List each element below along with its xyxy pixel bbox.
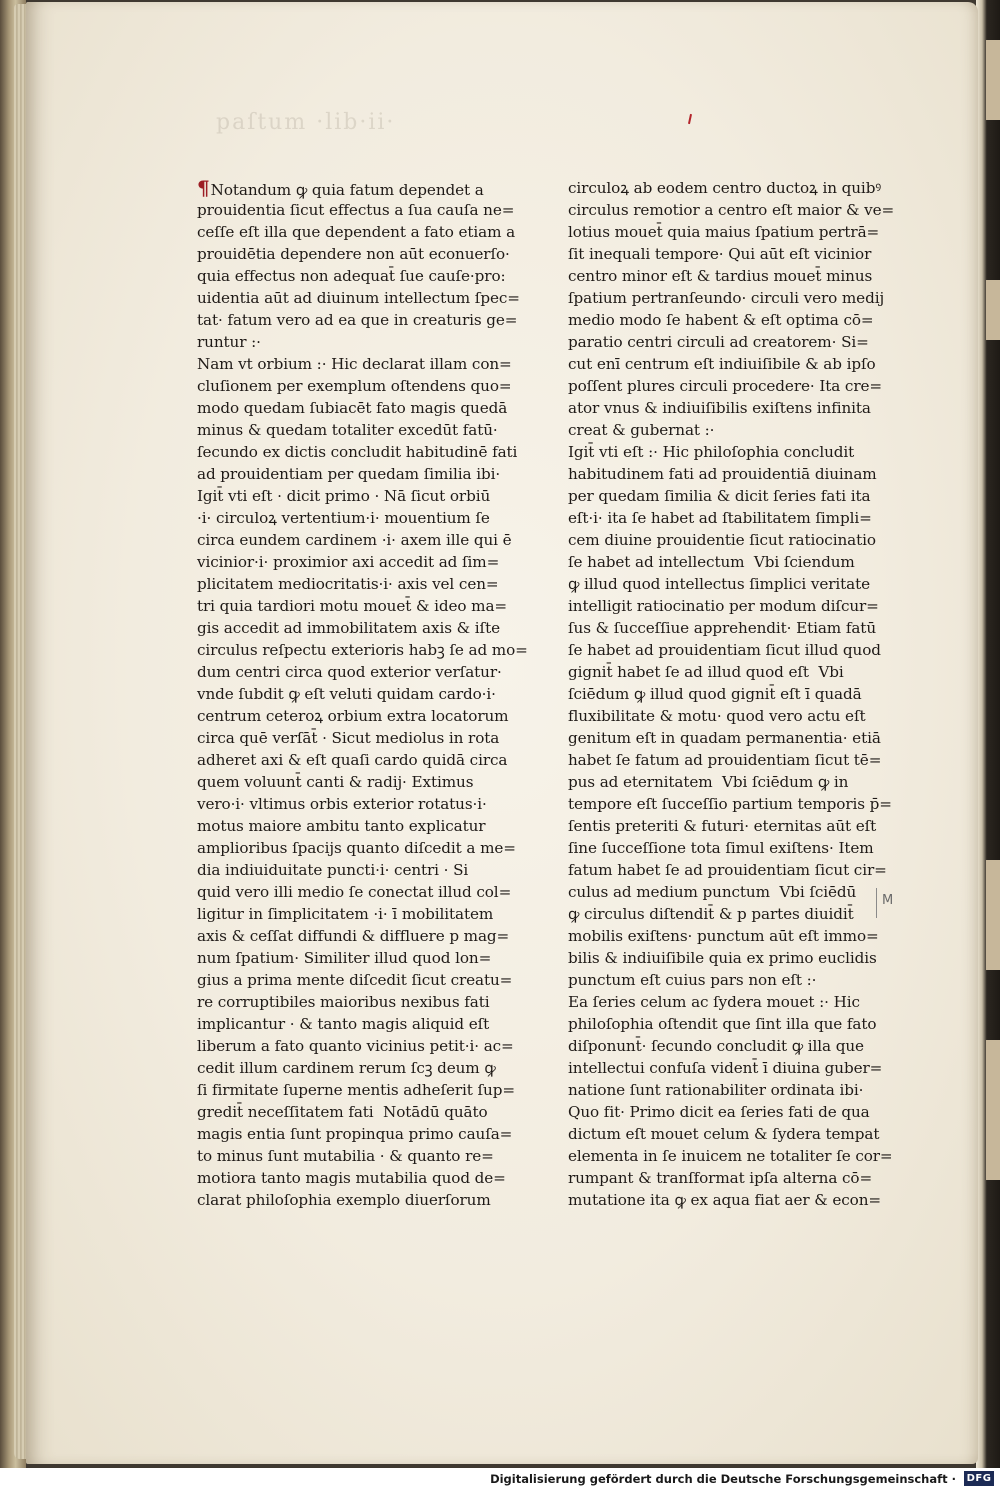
- text-line: [197, 441, 527, 463]
- line-text: magis entia ſunt propinqua primo cauſa=: [197, 1125, 513, 1143]
- line-text: cut enī centrum eſt indiuiſibile & ab ipſo: [568, 355, 876, 373]
- text-line: [197, 771, 527, 793]
- text-line: [568, 837, 890, 859]
- text-line: [568, 705, 890, 727]
- line-text: philoſophia oſtendit que ſint illa que fato: [568, 1015, 877, 1033]
- line-text: runtur :·: [197, 333, 261, 351]
- text-line: [197, 1035, 527, 1057]
- line-text: Notandum ꝙ quia fatum dependet a: [210, 181, 484, 199]
- text-line: [197, 815, 527, 837]
- line-text: centrum ceteroꝝ orbium extra locatorum: [197, 707, 509, 725]
- line-text: dia indiuiduitate puncti·i· centri · Si: [197, 861, 469, 879]
- line-text: prouidentia ſicut effectus a ſua cauſa ne=: [197, 201, 515, 219]
- text-line: [568, 221, 890, 243]
- text-line: [197, 595, 527, 617]
- line-text: tat· fatum vero ad ea que in creaturis ge=: [197, 311, 518, 329]
- text-line: [568, 243, 890, 265]
- line-text: minus & quedam totaliter excedūt fatū·: [197, 421, 498, 439]
- text-line: [197, 727, 527, 749]
- text-line: [568, 1057, 890, 1079]
- text-line: [568, 1167, 890, 1189]
- text-line: [568, 265, 890, 287]
- text-line: [197, 903, 527, 925]
- text-line: [568, 573, 890, 595]
- line-text: fluxibilitate & motu· quod vero actu eſt: [568, 707, 866, 725]
- line-text: motus maiore ambitu tanto explicatur: [197, 817, 486, 835]
- line-text: ſecundo ex dictis concludit habitudinē fati: [197, 443, 518, 461]
- line-text: ceſſe eſt illa que dependent a fato etiam a: [197, 223, 516, 241]
- line-text: ſus & ſucceſſiue apprehendit· Etiam fatū: [568, 619, 876, 637]
- line-text: vicinior·i· proximior axi accedit ad ſim=: [197, 553, 500, 571]
- line-text: ſit inequali tempore· Qui aūt eſt vicinior: [568, 245, 872, 263]
- line-text: ꝙ circulus diſtendit̄ & p partes diuidit̄: [568, 905, 854, 923]
- text-line: [197, 991, 527, 1013]
- line-text: ſentis preteriti & futuri· eternitas aūt eſt: [568, 817, 877, 835]
- line-text: circulus remotior a centro eſt maior & ve=: [568, 201, 895, 219]
- text-line: [197, 1167, 527, 1189]
- line-text: bilis & indiuiſibile quia ex primo euclidis: [568, 949, 877, 967]
- line-text: clarat philoſophia exemplo diuerſorum: [197, 1191, 491, 1209]
- line-text: to minus ſunt mutabilia · & quanto re=: [197, 1147, 494, 1165]
- line-text: mobilis exiſtens· punctum aūt eſt immo=: [568, 927, 879, 945]
- text-line: [568, 507, 890, 529]
- line-text: ·i· circuloꝝ vertentium·i· mouentium ſe: [197, 509, 490, 527]
- line-text: vero·i· vltimus orbis exterior rotatus·i·: [197, 795, 487, 813]
- line-text: medio modo ſe habent & eſt optima cō=: [568, 311, 874, 329]
- line-text: ſi firmitate ſuperne mentis adheſerit ſup=: [197, 1081, 515, 1099]
- text-line: [568, 815, 890, 837]
- line-text: axis & ceſſat diffundi & diffluere p mag=: [197, 927, 510, 945]
- text-line: [197, 1013, 527, 1035]
- line-text: Igit̄ vti eſt · dicit primo · Nā ſicut orbiū: [197, 487, 491, 505]
- text-line: [197, 375, 527, 397]
- line-text: habitudinem fati ad prouidentiā diuinam: [568, 465, 877, 483]
- text-line: [197, 661, 527, 683]
- line-text: pus ad eternitatem Vbi ſciēdum ꝙ in: [568, 773, 849, 791]
- line-text: ꝙ illud quod intellectus ſimplici veritate: [568, 575, 871, 593]
- text-line: [197, 419, 527, 441]
- line-text: tempore eſt ſucceſſio partium temporis p̄=: [568, 795, 892, 813]
- line-text: vnde ſubdit ꝙ eſt veluti quidam cardo·i·: [197, 685, 496, 703]
- text-line: [197, 1189, 527, 1211]
- text-line: [568, 375, 890, 397]
- text-line: [197, 551, 527, 573]
- line-text: Ea ſeries celum ac ſydera mouet :· Hic: [568, 993, 860, 1011]
- line-text: diſponunt̄· ſecundo concludit ꝙ illa que: [568, 1037, 864, 1055]
- line-text: lotius mouet̄ quia maius ſpatium pertrā=: [568, 223, 880, 241]
- text-line: [197, 969, 527, 991]
- text-line: [568, 903, 890, 925]
- line-text: amplioribus ſpacijs quanto diſcedit a me=: [197, 839, 516, 857]
- text-line: [568, 177, 890, 199]
- line-text: tri quia tardiori motu mouet̄ & ideo ma=: [197, 597, 508, 615]
- line-text: num ſpatium· Similiter illud quod lon=: [197, 949, 492, 967]
- text-line: [197, 947, 527, 969]
- text-line: [197, 925, 527, 947]
- text-line: [568, 969, 890, 991]
- text-line: [197, 793, 527, 815]
- text-line: [197, 683, 527, 705]
- line-text: ſe habet ad prouidentiam ſicut illud quod: [568, 641, 881, 659]
- text-line: [197, 1057, 527, 1079]
- red-ink-mark: [688, 114, 692, 124]
- text-line: [568, 1035, 890, 1057]
- line-text: ator vnus & indiuiſibilis exiſtens infinita: [568, 399, 871, 417]
- line-text: centro minor eſt & tardius mouet̄ minus: [568, 267, 873, 285]
- text-line: [197, 859, 527, 881]
- line-text: circa eundem cardinem ·i· axem ille qui ē: [197, 531, 512, 549]
- text-line: [197, 397, 527, 419]
- text-line: [568, 595, 890, 617]
- text-line: [197, 221, 527, 243]
- line-text: Igit̄ vti eſt :· Hic philoſophia concludit: [568, 443, 855, 461]
- line-text: ad prouidentiam per quedam ſimilia ibi·: [197, 465, 501, 483]
- text-line: [197, 243, 527, 265]
- line-text: punctum eſt cuius pars non eſt :·: [568, 971, 817, 989]
- line-text: intelligit ratiocinatio per modum diſcur=: [568, 597, 879, 615]
- line-text: modo quedam ſubiacēt fato magis quedā: [197, 399, 508, 417]
- text-line: [197, 309, 527, 331]
- line-text: cem diuine prouidentie ſicut ratiocinatio: [568, 531, 876, 549]
- line-text: eſt·i· ita ſe habet ad ſtabilitatem ſimpli=: [568, 509, 872, 527]
- text-line: [197, 199, 527, 221]
- text-line: [568, 683, 890, 705]
- text-line: [568, 287, 890, 309]
- line-text: prouidētia dependere non aūt econuerſo·: [197, 245, 510, 263]
- line-text: plicitatem mediocritatis·i· axis vel cen=: [197, 575, 499, 593]
- right-text-column: [568, 177, 895, 1211]
- line-text: Nam vt orbium :· Hic declarat illam con=: [197, 355, 512, 373]
- text-line: [568, 749, 890, 771]
- text-line: [568, 353, 890, 375]
- line-text: dum centri circa quod exterior verſatur·: [197, 663, 502, 681]
- line-text: gis accedit ad immobilitatem axis & iſte: [197, 619, 500, 637]
- right-book-edge: [976, 0, 1000, 1468]
- line-text: adheret axi & eſt quaſi cardo quidā circa: [197, 751, 508, 769]
- text-line: [568, 529, 890, 551]
- line-text: habet ſe fatum ad prouidentiam ſicut tē=: [568, 751, 882, 769]
- text-line: [568, 397, 890, 419]
- text-line: [568, 639, 890, 661]
- line-text: rumpant & tranſformat ipſa alterna cō=: [568, 1169, 873, 1187]
- text-line: [568, 1079, 890, 1101]
- text-line: [197, 1123, 527, 1145]
- text-line: [568, 463, 890, 485]
- line-text: gignit̄ habet ſe ad illud quod eſt Vbi: [568, 663, 844, 681]
- line-text: dictum eſt mouet celum & ſydera tempat: [568, 1125, 880, 1143]
- line-text: circulus reſpectu exterioris habꝫ ſe ad mo=: [197, 641, 528, 659]
- text-line: [568, 199, 895, 221]
- text-line: [568, 1101, 890, 1123]
- text-line: [197, 287, 527, 309]
- text-line: [197, 749, 527, 771]
- text-line: [568, 1189, 890, 1211]
- line-text: circa quē verſāt̄ · Sicut mediolus in rota: [197, 729, 500, 747]
- margin-note: M: [882, 893, 894, 908]
- text-line: [568, 727, 890, 749]
- text-line: [568, 441, 890, 463]
- text-line: [197, 837, 527, 859]
- line-text: fatum habet ſe ad prouidentiam ſicut cir=: [568, 861, 887, 879]
- text-line: [568, 947, 890, 969]
- line-text: paratio centri circuli ad creatorem· Si=: [568, 333, 869, 351]
- text-line: [197, 617, 527, 639]
- line-text: ligitur in ſimplicitatem ·i· ī mobilitatem: [197, 905, 494, 923]
- line-text: re corruptibiles maioribus nexibus fati: [197, 993, 490, 1011]
- text-line: [568, 331, 890, 353]
- text-line: [568, 419, 890, 441]
- line-text: quia effectus non adequat̄ ſue cauſe·pro:: [197, 267, 506, 285]
- dfg-logo[interactable]: DFG: [964, 1471, 994, 1486]
- line-text: creat & gubernat :·: [568, 421, 715, 439]
- text-line: [197, 705, 527, 727]
- text-line: [568, 309, 890, 331]
- line-text: ſine ſucceſſione tota ſimul exiſtens· Item: [568, 839, 874, 857]
- text-line: [197, 1145, 527, 1167]
- line-text: ſe habet ad intellectum Vbi ſciendum: [568, 553, 855, 571]
- text-line: [568, 771, 890, 793]
- line-text: implicantur · & tanto magis aliquid eſt: [197, 1015, 490, 1033]
- text-line: [568, 485, 890, 507]
- text-line: [568, 925, 890, 947]
- line-text: ſciēdum ꝙ illud quod gignit̄ eſt ī quadā: [568, 685, 862, 703]
- text-line: [197, 1079, 527, 1101]
- line-text: circuloꝝ ab eodem centro ductoꝝ in quibꝰ: [568, 179, 882, 197]
- text-line: [568, 551, 890, 573]
- text-line: [568, 661, 890, 683]
- text-line: [197, 177, 527, 199]
- line-text: poſſent plures circuli procedere· Ita cre=: [568, 377, 882, 395]
- line-text: quem voluunt̄ canti & radij· Extimus: [197, 773, 474, 791]
- text-line: [197, 1101, 527, 1123]
- text-line: [197, 353, 527, 375]
- line-text: gredit̄ neceſſitatem fati Notādū quāto: [197, 1103, 488, 1121]
- text-line: [568, 793, 890, 815]
- line-text: ſpatium pertranſeundo· circuli vero medij: [568, 289, 885, 307]
- footer-bar: [0, 1468, 1000, 1490]
- margin-bracket: [876, 888, 877, 918]
- footer-credit: Digitalisierung gefördert durch die Deutsche Forschungsgemeinschaft ·: [490, 1472, 956, 1486]
- text-line: [568, 1013, 890, 1035]
- line-text: motiora tanto magis mutabilia quod de=: [197, 1169, 506, 1187]
- line-text: genitum eſt in quadam permanentia· etiā: [568, 729, 881, 747]
- text-line: [197, 881, 527, 903]
- text-line: [197, 639, 527, 661]
- text-line: [197, 463, 527, 485]
- text-line: [568, 1123, 890, 1145]
- text-line: [568, 881, 890, 903]
- text-line: [568, 1145, 893, 1167]
- rubric-paragraph-mark: ¶: [197, 176, 210, 200]
- text-line: [197, 507, 527, 529]
- line-text: cedit illum cardinem rerum ſcꝫ deum ꝙ: [197, 1059, 496, 1077]
- text-line: [197, 573, 527, 595]
- text-line: [197, 265, 527, 287]
- line-text: quid vero illi medio ſe conectat illud col=: [197, 883, 512, 901]
- text-line: [197, 485, 527, 507]
- text-line: [568, 991, 890, 1013]
- line-text: cluſionem per exemplum oſtendens quo=: [197, 377, 512, 395]
- text-line: [197, 331, 527, 353]
- line-text: liberum a fato quanto vicinius petit·i· ac=: [197, 1037, 514, 1055]
- line-text: Quo fit· Primo dicit ea ſeries fati de qua: [568, 1103, 870, 1121]
- line-text: uidentia aūt ad diuinum intellectum ſpec=: [197, 289, 520, 307]
- line-text: per quedam ſimilia & dicit ſeries fati ita: [568, 487, 871, 505]
- text-line: [197, 529, 527, 551]
- text-line: [568, 617, 890, 639]
- line-text: natione ſunt rationabiliter ordinata ibi·: [568, 1081, 864, 1099]
- line-text: gius a prima mente diſcedit ſicut creatu=: [197, 971, 513, 989]
- line-text: culus ad medium punctum Vbi ſciēdū: [568, 883, 857, 901]
- line-text: intellectui confuſa vident̄ ī diuina guber=: [568, 1059, 883, 1077]
- bleed-through-header: paſtum ·lib·ii·: [216, 110, 396, 135]
- text-line: [568, 859, 890, 881]
- line-text: elementa in ſe inuicem ne totaliter ſe cor=: [568, 1147, 893, 1165]
- left-text-column: [197, 177, 527, 1211]
- line-text: mutatione ita ꝙ ex aqua fiat aer & econ=: [568, 1191, 882, 1209]
